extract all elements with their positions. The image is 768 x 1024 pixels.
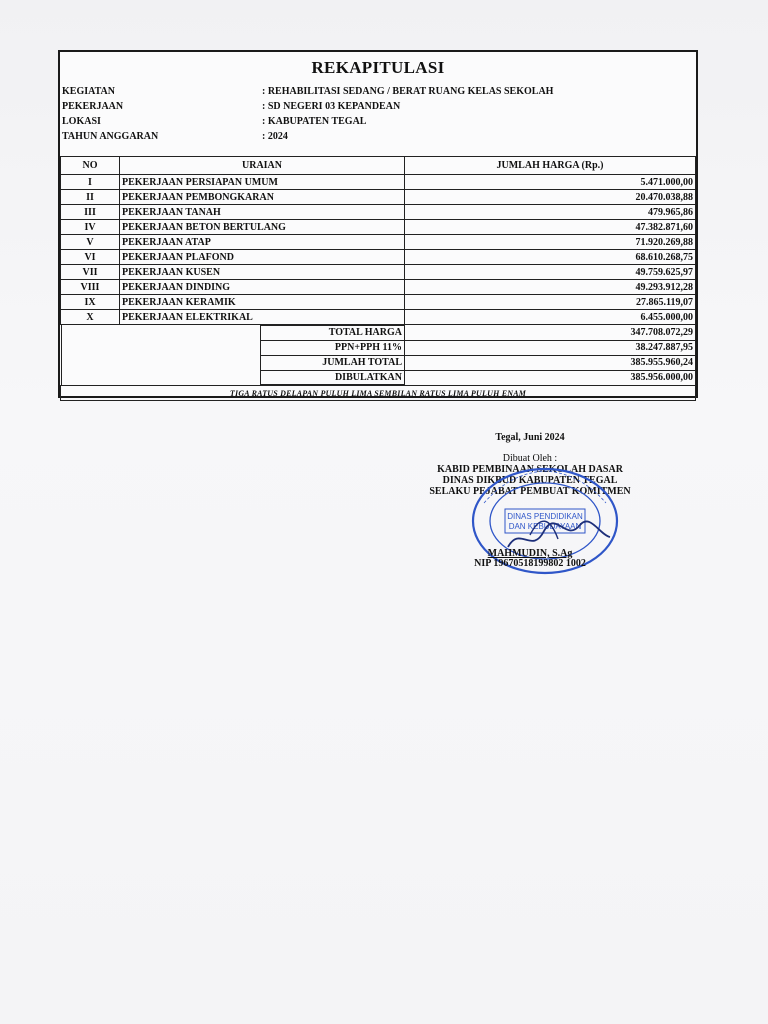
row-uraian: PEKERJAAN PERSIAPAN UMUM bbox=[120, 175, 405, 190]
position-line-2: DINAS DIKBUD KABUPATEN TEGAL bbox=[442, 475, 618, 486]
summary-label: DIBULATKAN bbox=[260, 370, 405, 385]
info-value: : 2024 bbox=[262, 131, 288, 142]
row-harga: 47.382.871,60 bbox=[405, 220, 696, 235]
table-row bbox=[61, 190, 696, 205]
summary-label: TOTAL HARGA bbox=[260, 325, 405, 340]
row-harga: 27.865.119,07 bbox=[405, 295, 696, 310]
summary-cell bbox=[61, 370, 405, 386]
table-row bbox=[61, 265, 696, 280]
summary-cell bbox=[61, 340, 405, 355]
table-row bbox=[61, 295, 696, 310]
position-line-3: SELAKU PEJABAT PEMBUAT KOMITMEN bbox=[429, 486, 631, 497]
row-harga: 68.610.268,75 bbox=[405, 250, 696, 265]
summary-cell bbox=[61, 325, 405, 341]
table-row bbox=[61, 310, 696, 325]
row-uraian: PEKERJAAN KUSEN bbox=[120, 265, 405, 280]
row-harga: 49.759.625,97 bbox=[405, 265, 696, 280]
info-label: LOKASI bbox=[62, 116, 101, 127]
stamp-arc-text bbox=[484, 471, 606, 503]
row-no: IV bbox=[61, 220, 120, 235]
row-harga: 479.965,86 bbox=[405, 205, 696, 220]
row-no: X bbox=[61, 310, 120, 325]
document-title: REKAPITULASI bbox=[311, 58, 445, 77]
row-no: VIII bbox=[61, 280, 120, 295]
info-label: KEGIATAN bbox=[62, 86, 115, 97]
stamp-text: DAN KEBUDAYAAN bbox=[508, 522, 582, 531]
info-label: TAHUN ANGGARAN bbox=[62, 131, 159, 142]
summary-label: JUMLAH TOTAL bbox=[260, 355, 405, 370]
signatory-nip: NIP 19670518199802 1002 bbox=[474, 558, 586, 569]
header-uraian: URAIAN bbox=[120, 157, 405, 175]
row-uraian: PEKERJAAN DINDING bbox=[120, 280, 405, 295]
header-harga: JUMLAH HARGA (Rp.) bbox=[405, 157, 696, 175]
row-harga: 71.920.269,88 bbox=[405, 235, 696, 250]
row-uraian: PEKERJAAN ELEKTRIKAL bbox=[120, 310, 405, 325]
amount-in-words: TIGA RATUS DELAPAN PULUH LIMA SEMBILAN RATUS LIMA PULUH ENAM bbox=[61, 386, 696, 401]
info-label: PEKERJAAN bbox=[62, 101, 124, 112]
row-no: VI bbox=[61, 250, 120, 265]
row-uraian: PEKERJAAN BETON BERTULANG bbox=[120, 220, 405, 235]
table-header-row bbox=[61, 157, 696, 175]
row-no: V bbox=[61, 235, 120, 250]
summary-value: 38.247.887,95 bbox=[405, 340, 696, 355]
row-no: II bbox=[61, 190, 120, 205]
summary-row-jumlah-total bbox=[61, 355, 696, 370]
header-no: NO bbox=[61, 157, 120, 175]
stamp-text: DINAS PENDIDIKAN bbox=[507, 512, 583, 521]
row-harga: 5.471.000,00 bbox=[405, 175, 696, 190]
info-value: : REHABILITASI SEDANG / BERAT RUANG KELAS SEKOLAH bbox=[262, 86, 554, 97]
place-date: Tegal, Juni 2024 bbox=[495, 432, 565, 443]
summary-row-total-harga bbox=[61, 325, 696, 341]
row-uraian: PEKERJAAN PEMBONGKARAN bbox=[120, 190, 405, 205]
signatory-name: MAHMUDIN, S.Ag bbox=[487, 548, 573, 559]
row-uraian: PEKERJAAN PLAFOND bbox=[120, 250, 405, 265]
row-uraian: PEKERJAAN KERAMIK bbox=[120, 295, 405, 310]
row-no: III bbox=[61, 205, 120, 220]
recap-sheet bbox=[58, 50, 698, 398]
position-line-1: KABID PEMBINAAN SEKOLAH DASAR bbox=[437, 464, 623, 475]
row-harga: 20.470.038,88 bbox=[405, 190, 696, 205]
summary-blank bbox=[61, 370, 260, 385]
table-row bbox=[61, 175, 696, 190]
table-row bbox=[61, 205, 696, 220]
summary-label: PPN+PPH 11% bbox=[260, 340, 405, 355]
table-row bbox=[61, 235, 696, 250]
summary-row-ppn bbox=[61, 340, 696, 355]
summary-blank bbox=[61, 340, 260, 355]
info-value: : SD NEGERI 03 KEPANDEAN bbox=[262, 101, 401, 112]
summary-value: 385.956.000,00 bbox=[405, 370, 696, 386]
summary-cell bbox=[61, 355, 405, 370]
summary-row-dibulatkan bbox=[61, 370, 696, 386]
row-harga: 6.455.000,00 bbox=[405, 310, 696, 325]
row-no: IX bbox=[61, 295, 120, 310]
made-by: Dibuat Oleh : bbox=[502, 453, 558, 464]
summary-value: 347.708.072,29 bbox=[405, 325, 696, 341]
summary-blank bbox=[61, 355, 260, 370]
recap-table bbox=[60, 156, 696, 401]
table-row bbox=[61, 280, 696, 295]
row-uraian: PEKERJAAN TANAH bbox=[120, 205, 405, 220]
info-value: : KABUPATEN TEGAL bbox=[262, 116, 367, 127]
row-no: VII bbox=[61, 265, 120, 280]
row-uraian: PEKERJAAN ATAP bbox=[120, 235, 405, 250]
summary-blank bbox=[61, 325, 260, 340]
row-no: I bbox=[61, 175, 120, 190]
row-harga: 49.293.912,28 bbox=[405, 280, 696, 295]
summary-value: 385.955.960,24 bbox=[405, 355, 696, 370]
table-row bbox=[61, 250, 696, 265]
table-row bbox=[61, 220, 696, 235]
terbilang-row bbox=[61, 386, 696, 401]
